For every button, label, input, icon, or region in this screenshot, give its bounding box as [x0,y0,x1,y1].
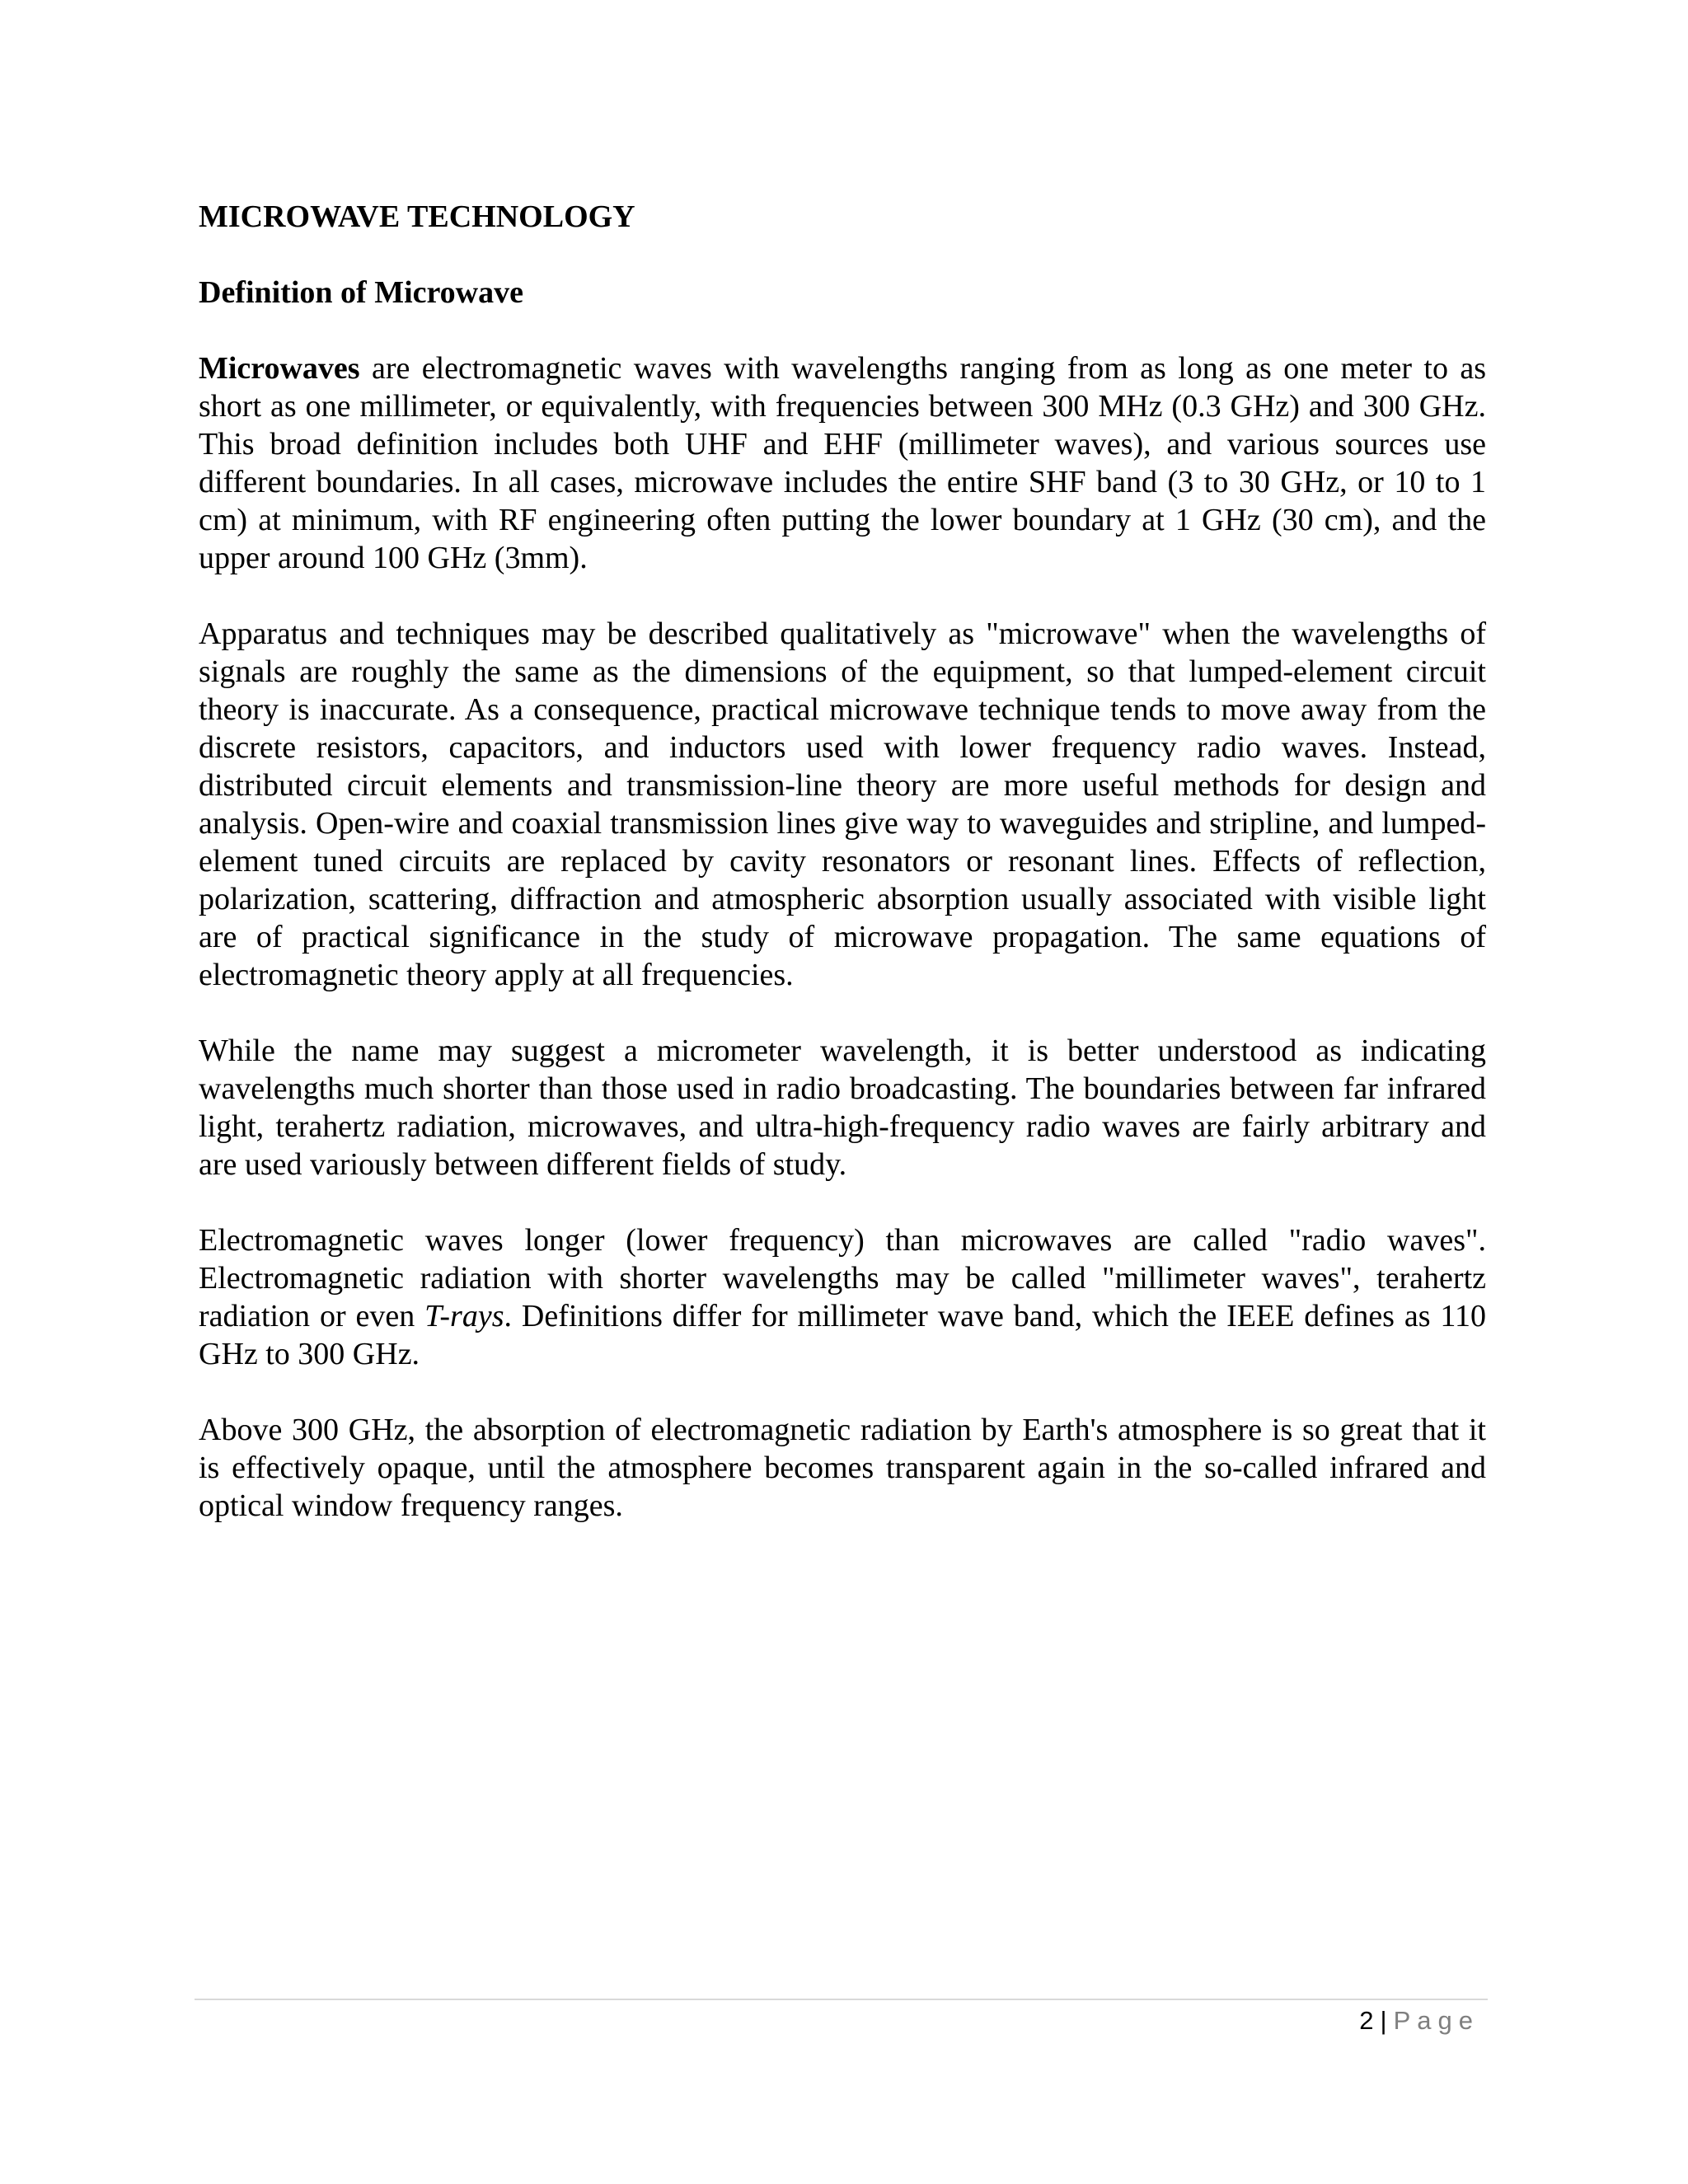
paragraph-text: are electromagnetic waves with wavelengths ranging from as long as one meter to as short as one millimeter, or equivalently, with frequencies between 300 MHz (0.3 GHz) and 300 GHz. This broad definition includes both UHF and EHF (millimeter waves), and various sources use different boundaries. In all cases, microwave includes the entire SHF band (3 to 30 GHz, or 10 to 1 cm) at minimum, with RF engineering often putting the lower boundary at 1 GHz (30 cm), and the upper around 100 GHz (3mm). [199,351,1486,575]
page-title: MICROWAVE TECHNOLOGY [199,199,635,234]
document-page [199,198,1486,1525]
page-number: 2 [1359,2006,1374,2035]
bold-term: Microwaves [199,351,360,386]
italic-term: T-rays [424,1299,504,1333]
page-footer [1359,2004,1479,2037]
footer-divider [195,1999,1488,2000]
paragraph-apparatus: Apparatus and techniques may be described qualitatively as "microwave" when the wavelengths of signals are roughly the same as the dimensions of the equipment, so that lumped-element circuit theory is inaccurate. As a consequence, practical microwave technique tends to move away from the discrete resistors, capacitors, and inductors used with lower frequency radio waves. Instead, distributed circuit elements and transmission-line theory are more useful methods for design and analysis. Open-wire and coaxial transmission lines give way to waveguides and stripline, and lumped-element tuned circuits are replaced by cavity resonators or resonant lines. Effects of reflection, polarization, scattering, diffraction and atmospheric absorption usually associated with visible light are of practical significance in the study of microwave propagation. The same equations of electromagnetic theory apply at all frequencies. [199,616,1486,992]
footer-separator: | [1380,2006,1387,2035]
paragraph-definition [199,349,1486,577]
paragraph-text: Electromagnetic waves longer (lower frequency) than microwaves are called "radio waves". Electromagnetic radiation with shorter wavelengths may be called "millimeter waves", terahertz radiation or even [199,1223,1486,1333]
paragraph-wavelength: While the name may suggest a micrometer wavelength, it is better understood as indicating wavelengths much shorter than those used in radio broadcasting. The boundaries between far infrared light, terahertz radiation, microwaves, and ultra-high-frequency radio waves are fairly arbitrary and are used variously between different fields of study. [199,1033,1486,1182]
paragraph-text: . Definitions differ for millimeter wave band, which the IEEE defines as 110 GHz to 300 GHz. [199,1299,1486,1371]
section-heading: Definition of Microwave [199,275,523,310]
paragraph-absorption: Above 300 GHz, the absorption of electromagnetic radiation by Earth's atmosphere is so great that it is effectively opaque, until the atmosphere becomes transparent again in the so-called infrared and optical window frequency ranges. [199,1413,1486,1523]
page-label: Page [1393,2006,1479,2035]
paragraph-radio-waves [199,1221,1486,1373]
